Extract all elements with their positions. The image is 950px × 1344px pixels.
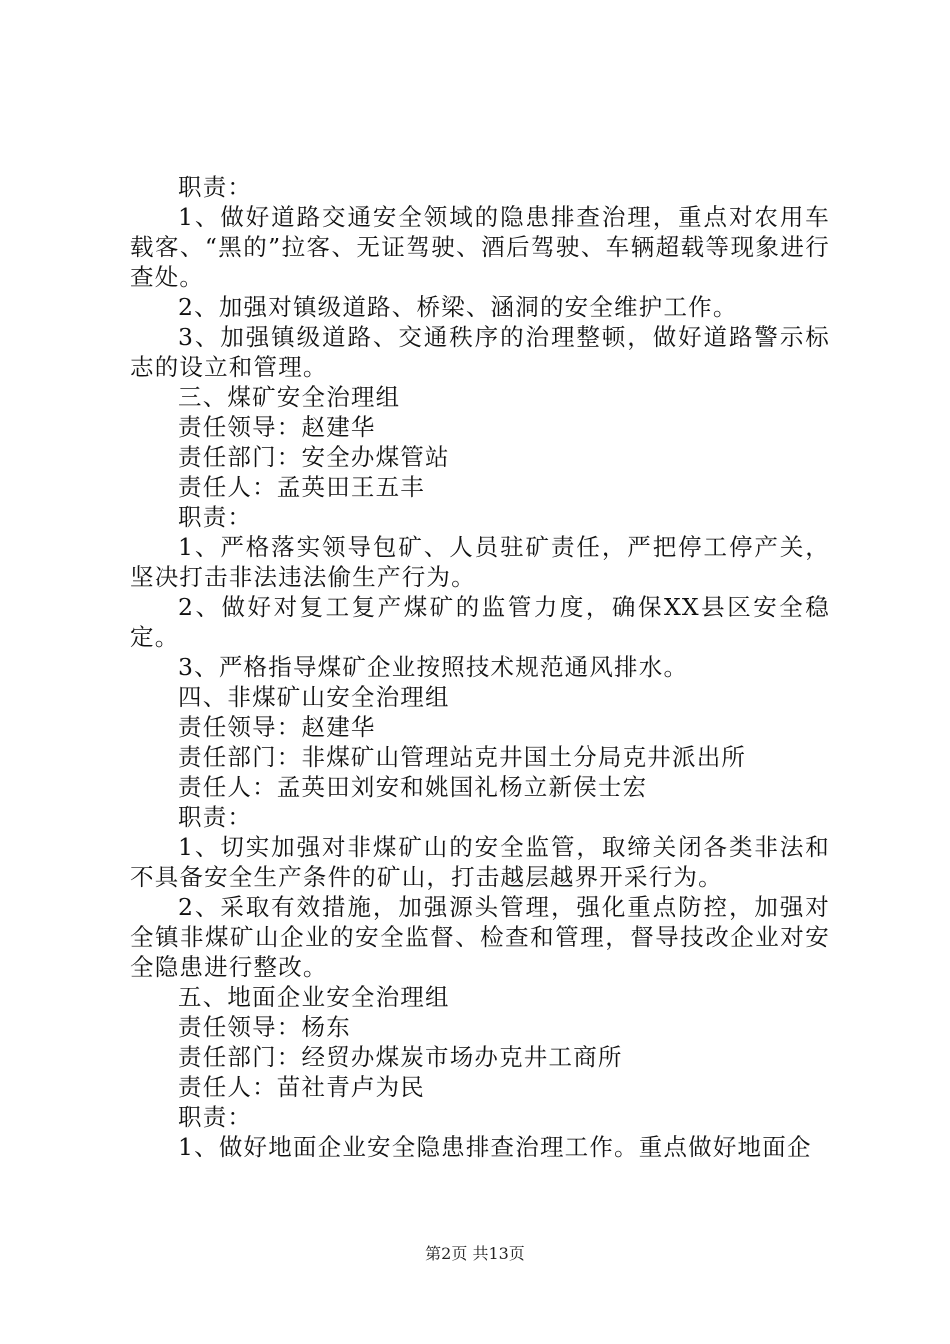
paragraph: 职责： (178, 503, 253, 531)
paragraph: 3、严格指导煤矿企业按照技术规范通风排水。 (178, 653, 689, 681)
section-heading: 四、非煤矿山安全治理组 (178, 683, 450, 711)
paragraph: 责任部门：经贸办煤炭市场办克井工商所 (178, 1043, 623, 1071)
paragraph: 责任部门：安全办煤管站 (178, 443, 450, 471)
page-footer (0, 1243, 950, 1265)
paragraph: 1、做好地面企业安全隐患排查治理工作。重点做好地面企 (178, 1133, 812, 1161)
paragraph: 责任人：苗社青卢为民 (178, 1073, 425, 1101)
section-heading: 三、煤矿安全治理组 (178, 383, 401, 411)
section-heading: 五、地面企业安全治理组 (178, 983, 450, 1011)
paragraph: 责任领导：赵建华 (178, 413, 376, 441)
paragraph: 1、切实加强对非煤矿山的安全监管，取缔关闭各类非法和不具备安全生产条件的矿山，打击越层越界开采行为。 (130, 833, 830, 891)
paragraph: 2、加强对镇级道路、桥梁、涵洞的安全维护工作。 (178, 293, 738, 321)
paragraph: 责任领导：杨东 (178, 1013, 351, 1041)
paragraph: 职责： (178, 803, 253, 831)
paragraph: 2、做好对复工复产煤矿的监管力度，确保XX县区安全稳定。 (130, 593, 830, 651)
page-number: 第2页 共13页 (425, 1244, 525, 1263)
paragraph: 职责： (178, 173, 253, 201)
paragraph: 责任人：孟英田刘安和姚国礼杨立新侯士宏 (178, 773, 648, 801)
paragraph: 责任人：孟英田王五丰 (178, 473, 425, 501)
paragraph: 3、加强镇级道路、交通秩序的治理整顿，做好道路警示标志的设立和管理。 (130, 323, 830, 381)
document-body (130, 172, 830, 1162)
paragraph: 2、采取有效措施，加强源头管理，强化重点防控，加强对全镇非煤矿山企业的安全监督、检查和管理，督导技改企业对安全隐患进行整改。 (130, 893, 830, 981)
paragraph: 职责： (178, 1103, 253, 1131)
paragraph: 责任领导：赵建华 (178, 713, 376, 741)
paragraph: 1、严格落实领导包矿、人员驻矿责任，严把停工停产关，坚决打击非法违法偷生产行为。 (130, 533, 830, 591)
paragraph: 1、做好道路交通安全领域的隐患排查治理，重点对农用车载客、“黑的”拉客、无证驾驶、酒后驾驶、车辆超载等现象进行查处。 (130, 203, 830, 291)
paragraph: 责任部门：非煤矿山管理站克井国土分局克井派出所 (178, 743, 747, 771)
